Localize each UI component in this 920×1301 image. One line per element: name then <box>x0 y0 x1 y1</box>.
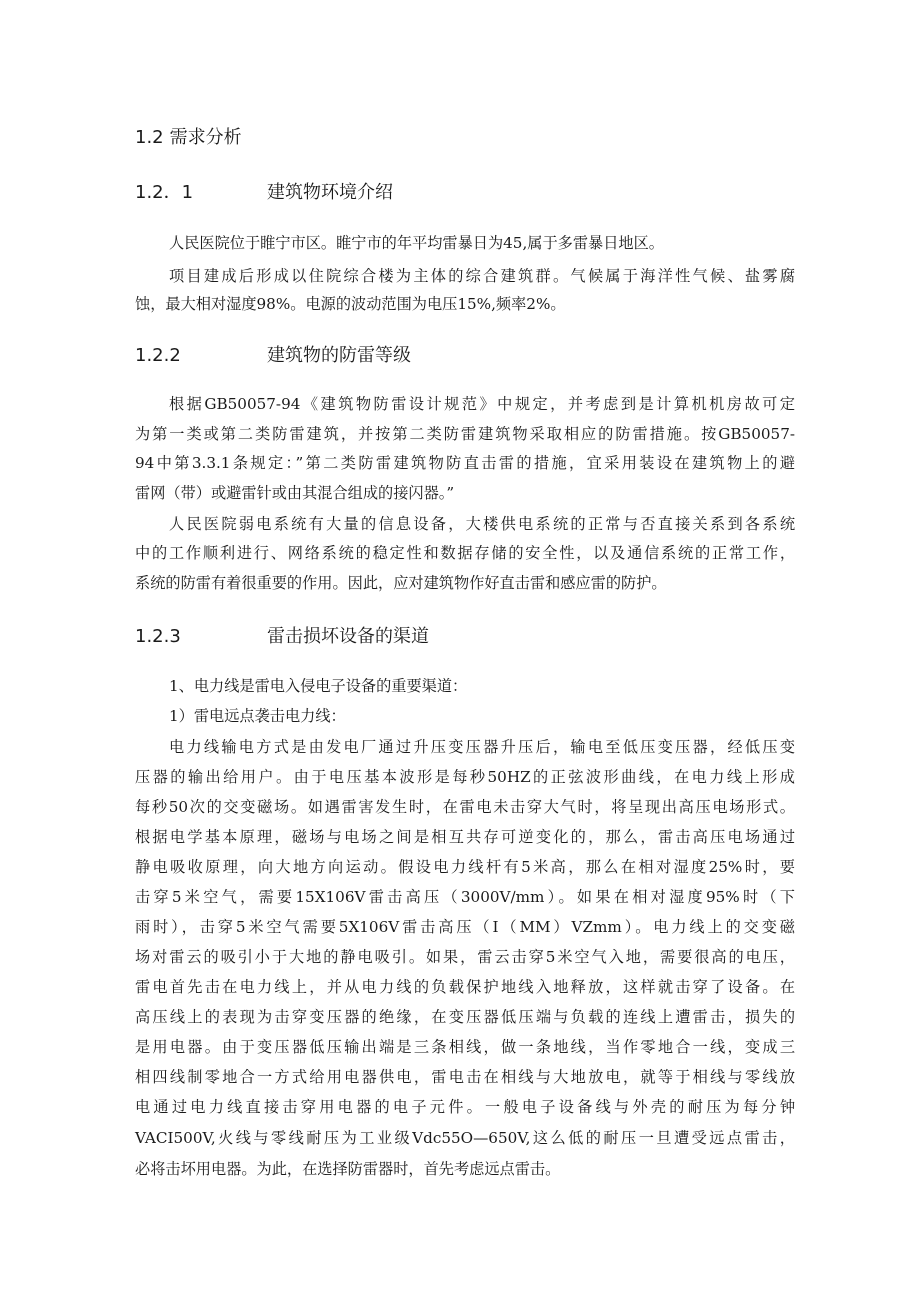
paragraph-line: 电力线输电方式是由发电厂通过升压变压器升压后，输电至低压变压器，经低压变 <box>169 738 795 756</box>
paragraph-line: 中的工作顺利进行、网络系统的稳定性和数据存储的安全性，以及通信系统的正常工作， <box>135 544 795 562</box>
paragraph-line: 高压线上的表现为击穿变压器的绝缘，在变压器低压端与负载的连线上遭雷击，损失的 <box>135 1008 795 1026</box>
subsection-heading <box>135 626 429 648</box>
paragraph-line: VACI500V,火线与零线耐压为工业级Vdc55O—650V,这么低的耐压一旦遭受远点雷击， <box>135 1129 795 1147</box>
subsection-title: 建筑物的防雷等级 <box>267 345 411 366</box>
paragraph-line: 场对雷云的吸引小于大地的静电吸引。如果，雷云击穿5米空气入地，需要很高的电压， <box>135 948 795 966</box>
subsection-number: 1.2.3 <box>135 626 181 647</box>
section-title: 需求分析 <box>169 127 242 148</box>
subsection-number: 1.2.2 <box>135 345 181 366</box>
paragraph-line: 项目建成后形成以住院综合楼为主体的综合建筑群。气候属于海洋性气候、盐雾腐 <box>169 267 795 285</box>
subsection-number: 1.2．1 <box>135 182 194 203</box>
paragraph-line: 每秒50次的交变磁场。如遇雷害发生时，在雷电未击穿大气时，将呈现出高压电场形式。 <box>135 798 795 816</box>
paragraph-line: 雨时），击穿5米空气需要5X106V雷击高压（I（MM）VZmm）。电力线上的交变磁 <box>135 918 795 936</box>
subsection-heading <box>135 182 393 204</box>
paragraph-line: 为第一类或第二类防雷建筑，并按第二类防雷建筑物采取相应的防雷措施。按GB50057- <box>135 425 795 443</box>
paragraph-line: 1、电力线是雷电入侵电子设备的重要渠道： <box>169 677 468 695</box>
section-heading <box>135 127 242 149</box>
paragraph-line: 电通过电力线直接击穿用电器的电子元件。一般电子设备线与外壳的耐压为每分钟 <box>135 1098 795 1116</box>
subsection-title: 建筑物环境介绍 <box>267 182 393 203</box>
paragraph-line: 静电吸收原理，向大地方向运动。假设电力线杆有5米高，那么在相对湿度25%时，要 <box>135 858 795 876</box>
paragraph-line: 必将击坏用电器。为此，在选择防雷器时，首先考虑远点雷击。 <box>135 1160 561 1178</box>
subsection-title: 雷击损坏设备的渠道 <box>267 626 429 647</box>
paragraph-line: 雷电首先击在电力线上，并从电力线的负载保护地线入地释放，这样就击穿了设备。在 <box>135 978 795 996</box>
paragraph-line: 94中第3.3.1条规定：”第二类防雷建筑物防直击雷的措施，宜采用装设在建筑物上的避 <box>135 454 795 472</box>
paragraph-line: 根据GB50057-94《建筑物防雷设计规范》中规定，并考虑到是计算机机房故可定 <box>169 395 795 413</box>
paragraph-line: 人民医院弱电系统有大量的信息设备，大楼供电系统的正常与否直接关系到各系统 <box>169 515 795 533</box>
paragraph-line: 相四线制零地合一方式给用电器供电，雷电击在相线与大地放电，就等于相线与零线放 <box>135 1068 795 1086</box>
paragraph-line: 蚀，最大相对湿度98%。电源的波动范围为电压15%,频率2%。 <box>135 295 566 313</box>
paragraph-line: 击穿5米空气，需要15X106V雷击高压（3000V∕mm）。如果在相对湿度95%时（下 <box>135 888 795 906</box>
paragraph-line: 根据电学基本原理，磁场与电场之间是相互共存可逆变化的，那么，雷击高压电场通过 <box>135 828 795 846</box>
paragraph-line: 是用电器。由于变压器低压输出端是三条相线，做一条地线，当作零地合一线，变成三 <box>135 1038 795 1056</box>
paragraph-line: 人民医院位于睢宁市区。睢宁市的年平均雷暴日为45,属于多雷暴日地区。 <box>169 234 664 252</box>
paragraph-line: 1）雷电远点袭击电力线： <box>169 707 346 725</box>
paragraph-line: 系统的防雷有着很重要的作用。因此，应对建筑物作好直击雷和感应雷的防护。 <box>135 574 667 592</box>
section-number: 1.2 <box>135 127 164 148</box>
paragraph-line: 压器的输出给用户。由于电压基本波形是每秒50HZ的正弦波形曲线，在电力线上形成 <box>135 768 795 786</box>
subsection-heading <box>135 345 411 367</box>
paragraph-line: 雷网（带）或避雷针或由其混合组成的接闪器。” <box>135 484 455 502</box>
